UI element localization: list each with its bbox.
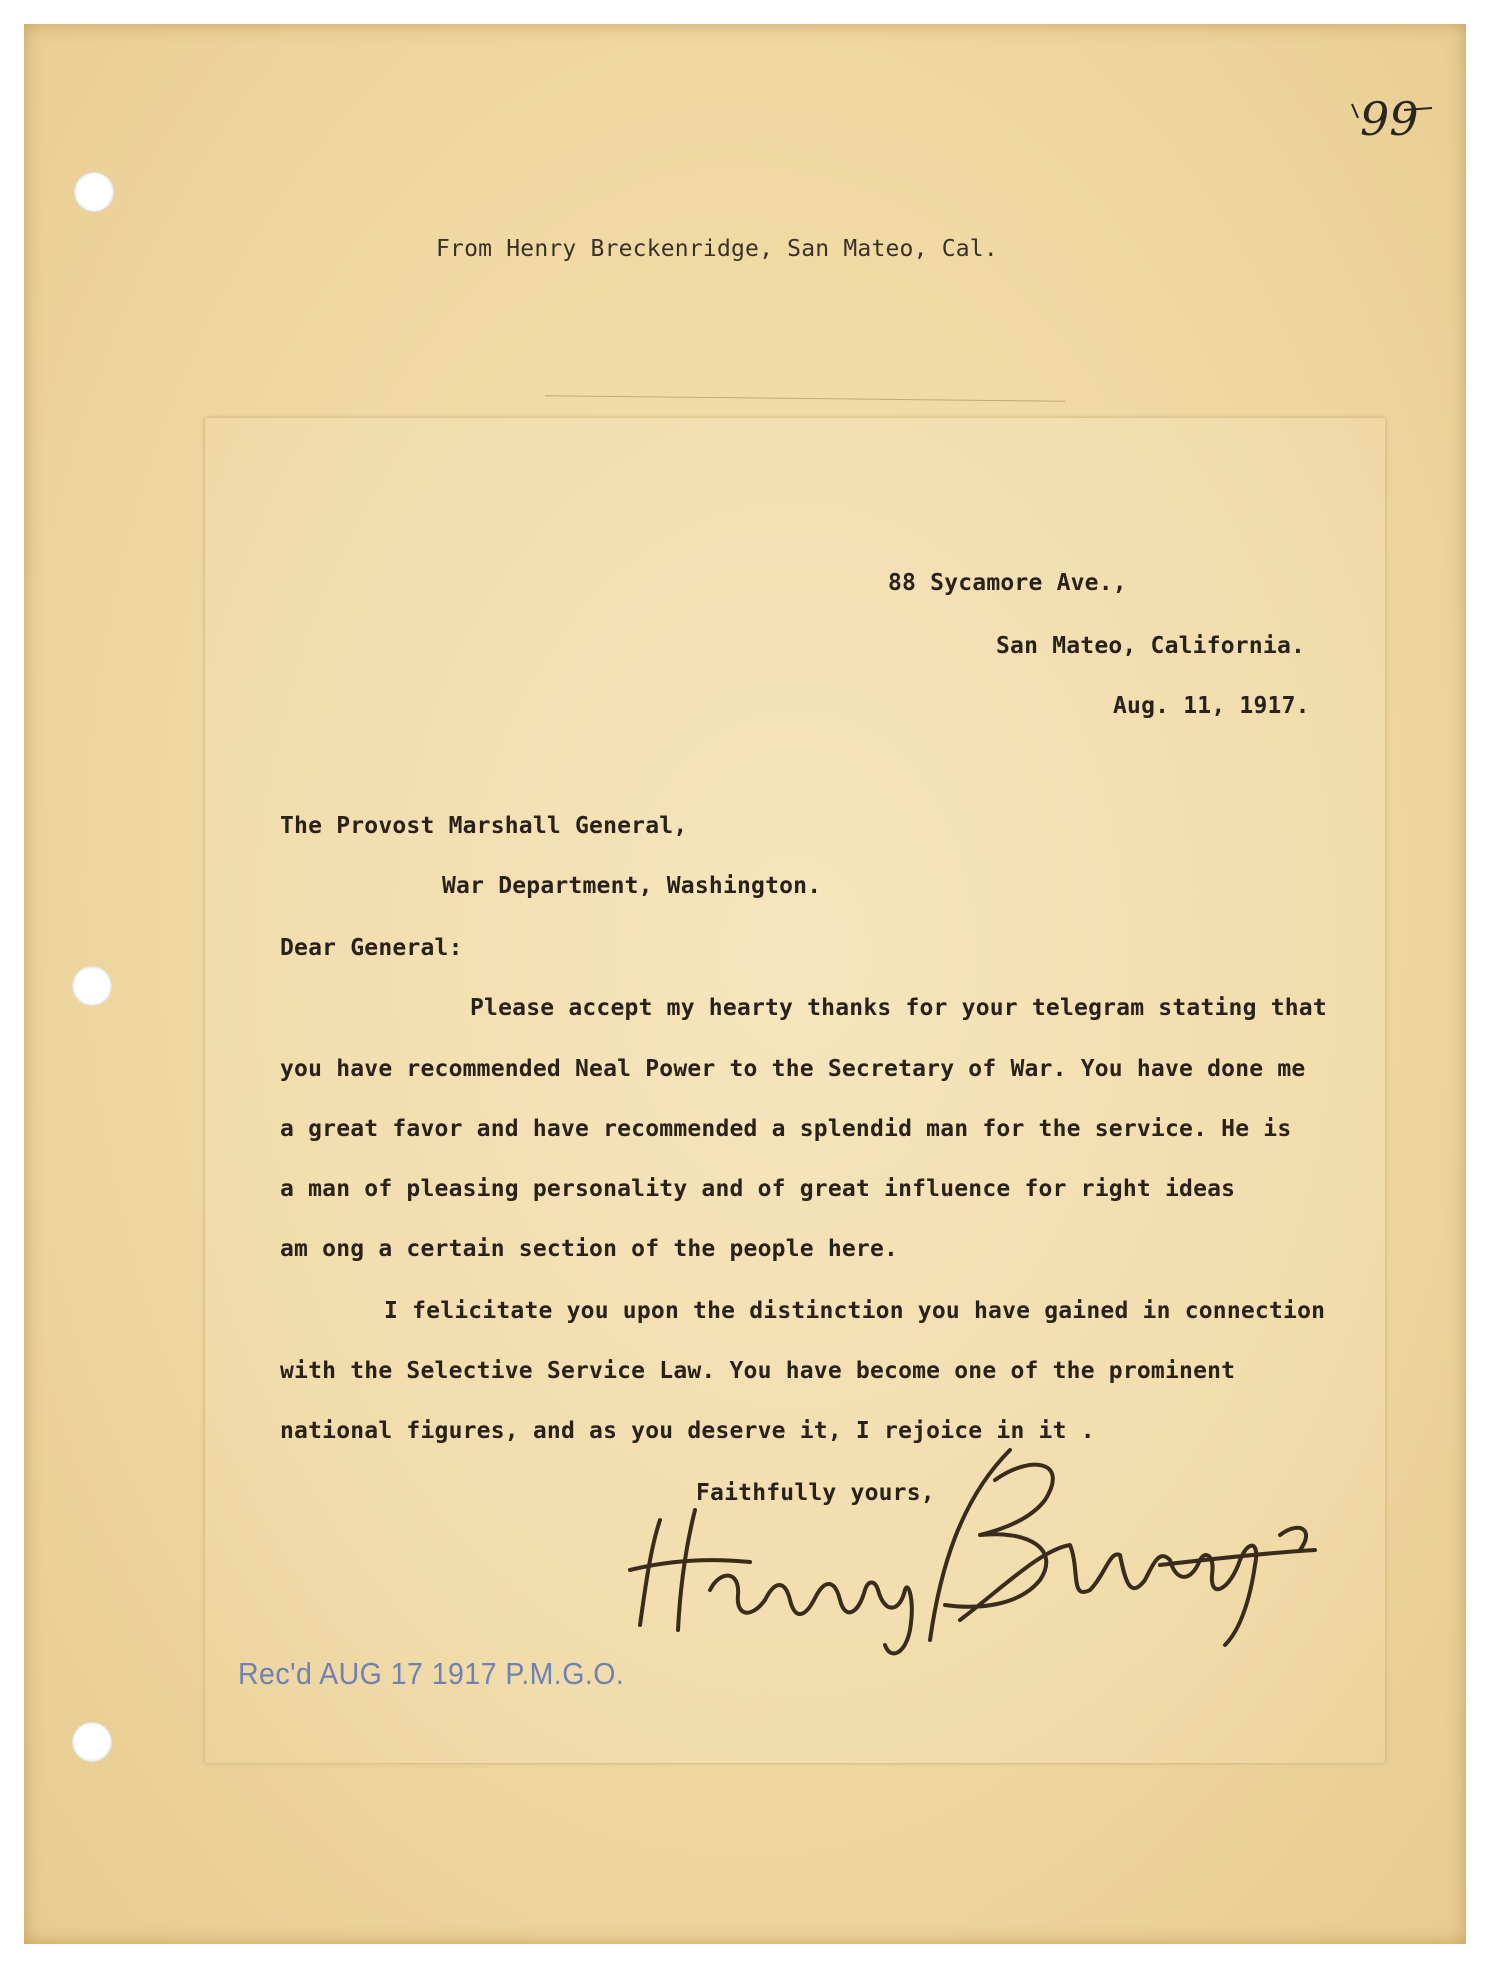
body-line: am ong a certain section of the people here. bbox=[280, 1236, 899, 1262]
body-line: I felicitate you upon the distinction you have gained in connection bbox=[384, 1298, 1326, 1324]
body-line: Please accept my hearty thanks for your telegram stating that bbox=[470, 995, 1327, 1021]
body-line: a man of pleasing personality and of great influence for right ideas bbox=[280, 1176, 1236, 1202]
punch-hole-top bbox=[74, 172, 114, 212]
closing: Faithfully yours, bbox=[696, 1480, 935, 1506]
folio-underline-mark bbox=[1344, 92, 1434, 148]
salutation: Dear General: bbox=[280, 935, 463, 961]
letter-date: Aug. 11, 1917. bbox=[1113, 693, 1310, 719]
address-line-2: San Mateo, California. bbox=[996, 633, 1306, 659]
header-line: From Henry Breckenridge, San Mateo, Cal. bbox=[436, 236, 998, 262]
punch-hole-middle bbox=[72, 966, 112, 1006]
punch-hole-bottom bbox=[72, 1722, 112, 1762]
body-line: national figures, and as you deserve it, I rejoice in it . bbox=[280, 1418, 1095, 1444]
handwritten-signature bbox=[600, 1440, 1320, 1670]
recipient-line-1: The Provost Marshall General, bbox=[280, 813, 688, 839]
recipient-line-2: War Department, Washington. bbox=[442, 873, 822, 899]
folio-number: 99 bbox=[1360, 92, 1419, 146]
address-line-1: 88 Sycamore Ave., bbox=[888, 570, 1127, 596]
body-line: you have recommended Neal Power to the Secretary of War. You have done me bbox=[280, 1056, 1306, 1082]
body-line: with the Selective Service Law. You have become one of the prominent bbox=[280, 1358, 1236, 1384]
body-line: a great favor and have recommended a splendid man for the service. He is bbox=[280, 1116, 1292, 1142]
received-stamp: Rec'd AUG 17 1917 P.M.G.O. bbox=[238, 1656, 625, 1691]
